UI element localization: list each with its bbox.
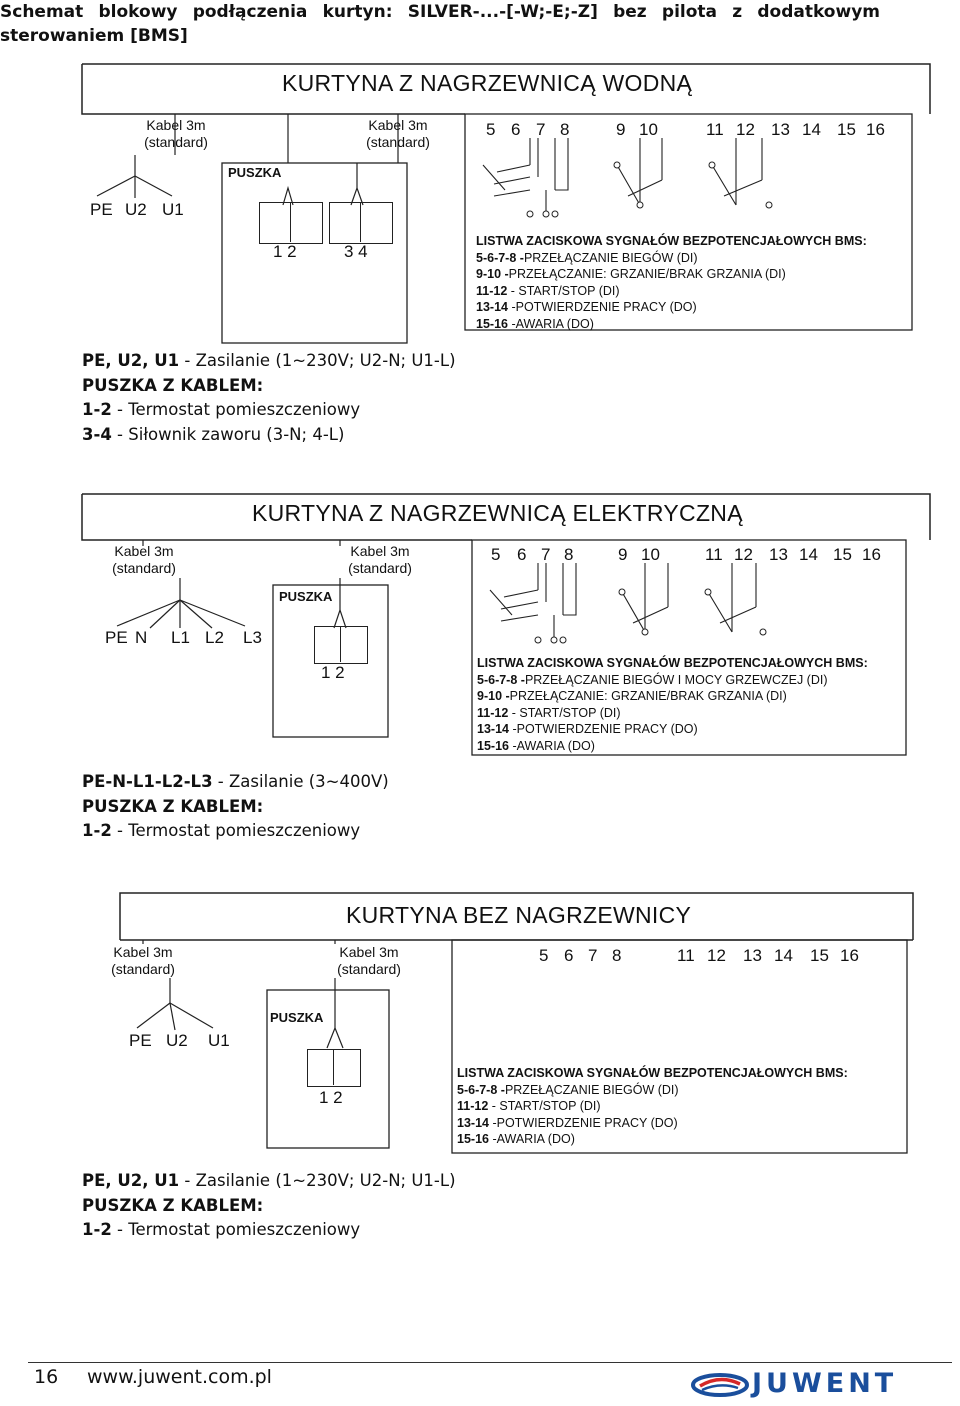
bms-title: LISTWA ZACISKOWA SYGNAŁÓW BEZPOTENCJAŁOWYCH BMS: [476, 234, 867, 248]
bms-line: 9-10 -PRZEŁĄCZANIE: GRZANIE/BRAK GRZANIA (DI) [477, 689, 787, 704]
legend-line: PE-N-L1-L2-L3 - Zasilanie (3~400V) [82, 772, 389, 791]
puszka-terminals-12: 1 2 [319, 1088, 343, 1107]
legend-line: 1-2 - Termostat pomieszczeniowy [82, 821, 361, 840]
juwent-logo-icon [690, 1372, 750, 1398]
legend-line: PUSZKA Z KABLEM: [82, 1195, 264, 1215]
bms-terminal: 6 [511, 120, 521, 139]
cable-standard: (standard) [111, 961, 175, 977]
bms-terminal: 7 [541, 545, 551, 564]
cable-length: Kabel 3m [114, 543, 174, 559]
legend-line: PUSZKA Z KABLEM: [82, 375, 264, 395]
cable-standard: (standard) [337, 961, 401, 977]
puszka-terminal-block-12 [307, 1049, 361, 1087]
bms-terminal: 7 [588, 946, 598, 965]
bms-terminal: 8 [564, 545, 574, 564]
supply-pe: PE [90, 200, 113, 219]
bms-terminal: 13 [743, 946, 762, 965]
bms-terminal: 6 [517, 545, 527, 564]
bms-terminal: 13 [769, 545, 788, 564]
bms-line: 5-6-7-8 -PRZEŁĄCZANIE BIEGÓW (DI) [457, 1082, 679, 1097]
cable-length: Kabel 3m [368, 117, 428, 133]
bms-terminal: 8 [612, 946, 622, 965]
bms-terminal: 9 [618, 545, 628, 564]
bms-terminal: 15 [810, 946, 829, 965]
bms-line: 11-12 - START/STOP (DI) [476, 283, 620, 298]
puszka-label: PUSZKA [228, 165, 282, 180]
bms-terminal: 5 [539, 946, 549, 965]
bms-terminal: 11 [705, 545, 723, 564]
diagram-2-title: KURTYNA Z NAGRZEWNICĄ ELEKTRYCZNĄ [252, 500, 743, 526]
bms-terminal: 5 [486, 120, 496, 139]
bms-terminal: 16 [862, 545, 881, 564]
bms-terminal: 12 [707, 946, 726, 965]
bms-title: LISTWA ZACISKOWA SYGNAŁÓW BEZPOTENCJAŁOWYCH BMS: [477, 656, 868, 670]
puszka-terminals-12: 1 2 [273, 242, 297, 261]
footer-url[interactable]: www.juwent.com.pl [87, 1366, 272, 1388]
legend-line: PE, U2, U1 - Zasilanie (1~230V; U2-N; U1-L) [82, 1171, 456, 1190]
cable-length: Kabel 3m [350, 543, 410, 559]
cable-standard: (standard) [348, 560, 412, 576]
bms-terminal: 11 [677, 946, 695, 965]
diagram-3-title: KURTYNA BEZ NAGRZEWNICY [346, 902, 692, 928]
supply-u1: U1 [208, 1031, 230, 1050]
page-number: 16 [34, 1366, 59, 1388]
legend-line: 3-4 - Siłownik zaworu (3-N; 4-L) [82, 424, 345, 444]
bms-line: 15-16 -AWARIA (DO) [476, 316, 594, 331]
bms-title: LISTWA ZACISKOWA SYGNAŁÓW BEZPOTENCJAŁOWYCH BMS: [457, 1066, 848, 1080]
cable-label-supply [83, 944, 203, 978]
footer-divider [28, 1362, 952, 1363]
bms-description-3 [457, 1065, 848, 1148]
bms-terminal: 12 [736, 120, 755, 139]
legend-line: 1-2 - Termostat pomieszczeniowy [82, 1220, 361, 1239]
puszka-terminals-12: 1 2 [321, 663, 345, 682]
bms-line: 5-6-7-8 -PRZEŁĄCZANIE BIEGÓW (DI) [476, 250, 698, 265]
juwent-logo [690, 1368, 950, 1399]
juwent-logo-text: JUWENT [752, 1368, 898, 1399]
cable-length: Kabel 3m [113, 944, 173, 960]
bms-terminal: 12 [734, 545, 753, 564]
bms-line: 13-14 -POTWIERDZENIE PRACY (DO) [457, 1115, 678, 1130]
bms-line: 15-16 -AWARIA (DO) [457, 1132, 575, 1147]
diagram-1-title: KURTYNA Z NAGRZEWNICĄ WODNĄ [282, 70, 693, 96]
bms-terminal: 6 [564, 946, 574, 965]
bms-terminal: 14 [799, 545, 818, 564]
supply-l2: L2 [205, 628, 224, 647]
bms-terminal: 16 [866, 120, 885, 139]
bms-line: 11-12 - START/STOP (DI) [477, 705, 621, 720]
cable-standard: (standard) [144, 134, 208, 150]
bms-terminal: 9 [616, 120, 626, 139]
cable-length: Kabel 3m [146, 117, 206, 133]
bms-terminal: 10 [639, 120, 658, 139]
puszka-label: PUSZKA [279, 589, 333, 604]
bms-terminal: 16 [840, 946, 859, 965]
bms-terminal: 14 [774, 946, 793, 965]
bms-terminal: 15 [833, 545, 852, 564]
cable-length: Kabel 3m [339, 944, 399, 960]
supply-pe: PE [129, 1031, 152, 1050]
legend-line: 1-2 - Termostat pomieszczeniowy [82, 400, 361, 419]
puszka-terminals-34: 3 4 [344, 242, 368, 261]
bms-line: 11-12 - START/STOP (DI) [457, 1099, 601, 1114]
cable-standard: (standard) [112, 560, 176, 576]
bms-terminal: 13 [771, 120, 790, 139]
bms-terminal: 11 [706, 120, 724, 139]
puszka-label: PUSZKA [270, 1010, 324, 1025]
bms-terminal: 14 [802, 120, 821, 139]
bms-terminal: 5 [491, 545, 501, 564]
cable-standard: (standard) [366, 134, 430, 150]
bms-line: 9-10 -PRZEŁĄCZANIE: GRZANIE/BRAK GRZANIA (DI) [476, 267, 786, 282]
bms-line: 15-16 -AWARIA (DO) [477, 738, 595, 753]
legend-3 [82, 1169, 456, 1243]
bms-terminal: 10 [641, 545, 660, 564]
supply-l3: L3 [243, 628, 262, 647]
supply-u2: U2 [166, 1031, 188, 1050]
bms-terminal: 8 [560, 120, 570, 139]
bms-line: 5-6-7-8 -PRZEŁĄCZANIE BIEGÓW I MOCY GRZEWCZEJ (DI) [477, 672, 828, 687]
supply-n: N [135, 628, 148, 647]
bms-terminal: 15 [837, 120, 856, 139]
legend-line: PUSZKA Z KABLEM: [82, 796, 264, 816]
cable-label-box [309, 944, 429, 978]
bms-terminal: 7 [536, 120, 546, 139]
legend-line: PE, U2, U1 - Zasilanie (1~230V; U2-N; U1-L) [82, 351, 456, 370]
supply-l1: L1 [171, 628, 190, 647]
page-heading: Schemat blokowy podłączenia kurtyn: SILVER-...-[-W;-E;-Z] bez pilota z dodatkowym sterowaniem [BMS] [0, 2, 880, 46]
supply-pe: PE [105, 628, 128, 647]
bms-line: 13-14 -POTWIERDZENIE PRACY (DO) [476, 300, 697, 315]
supply-u1: U1 [162, 200, 184, 219]
bms-line: 13-14 -POTWIERDZENIE PRACY (DO) [477, 722, 698, 737]
supply-u2: U2 [125, 200, 147, 219]
